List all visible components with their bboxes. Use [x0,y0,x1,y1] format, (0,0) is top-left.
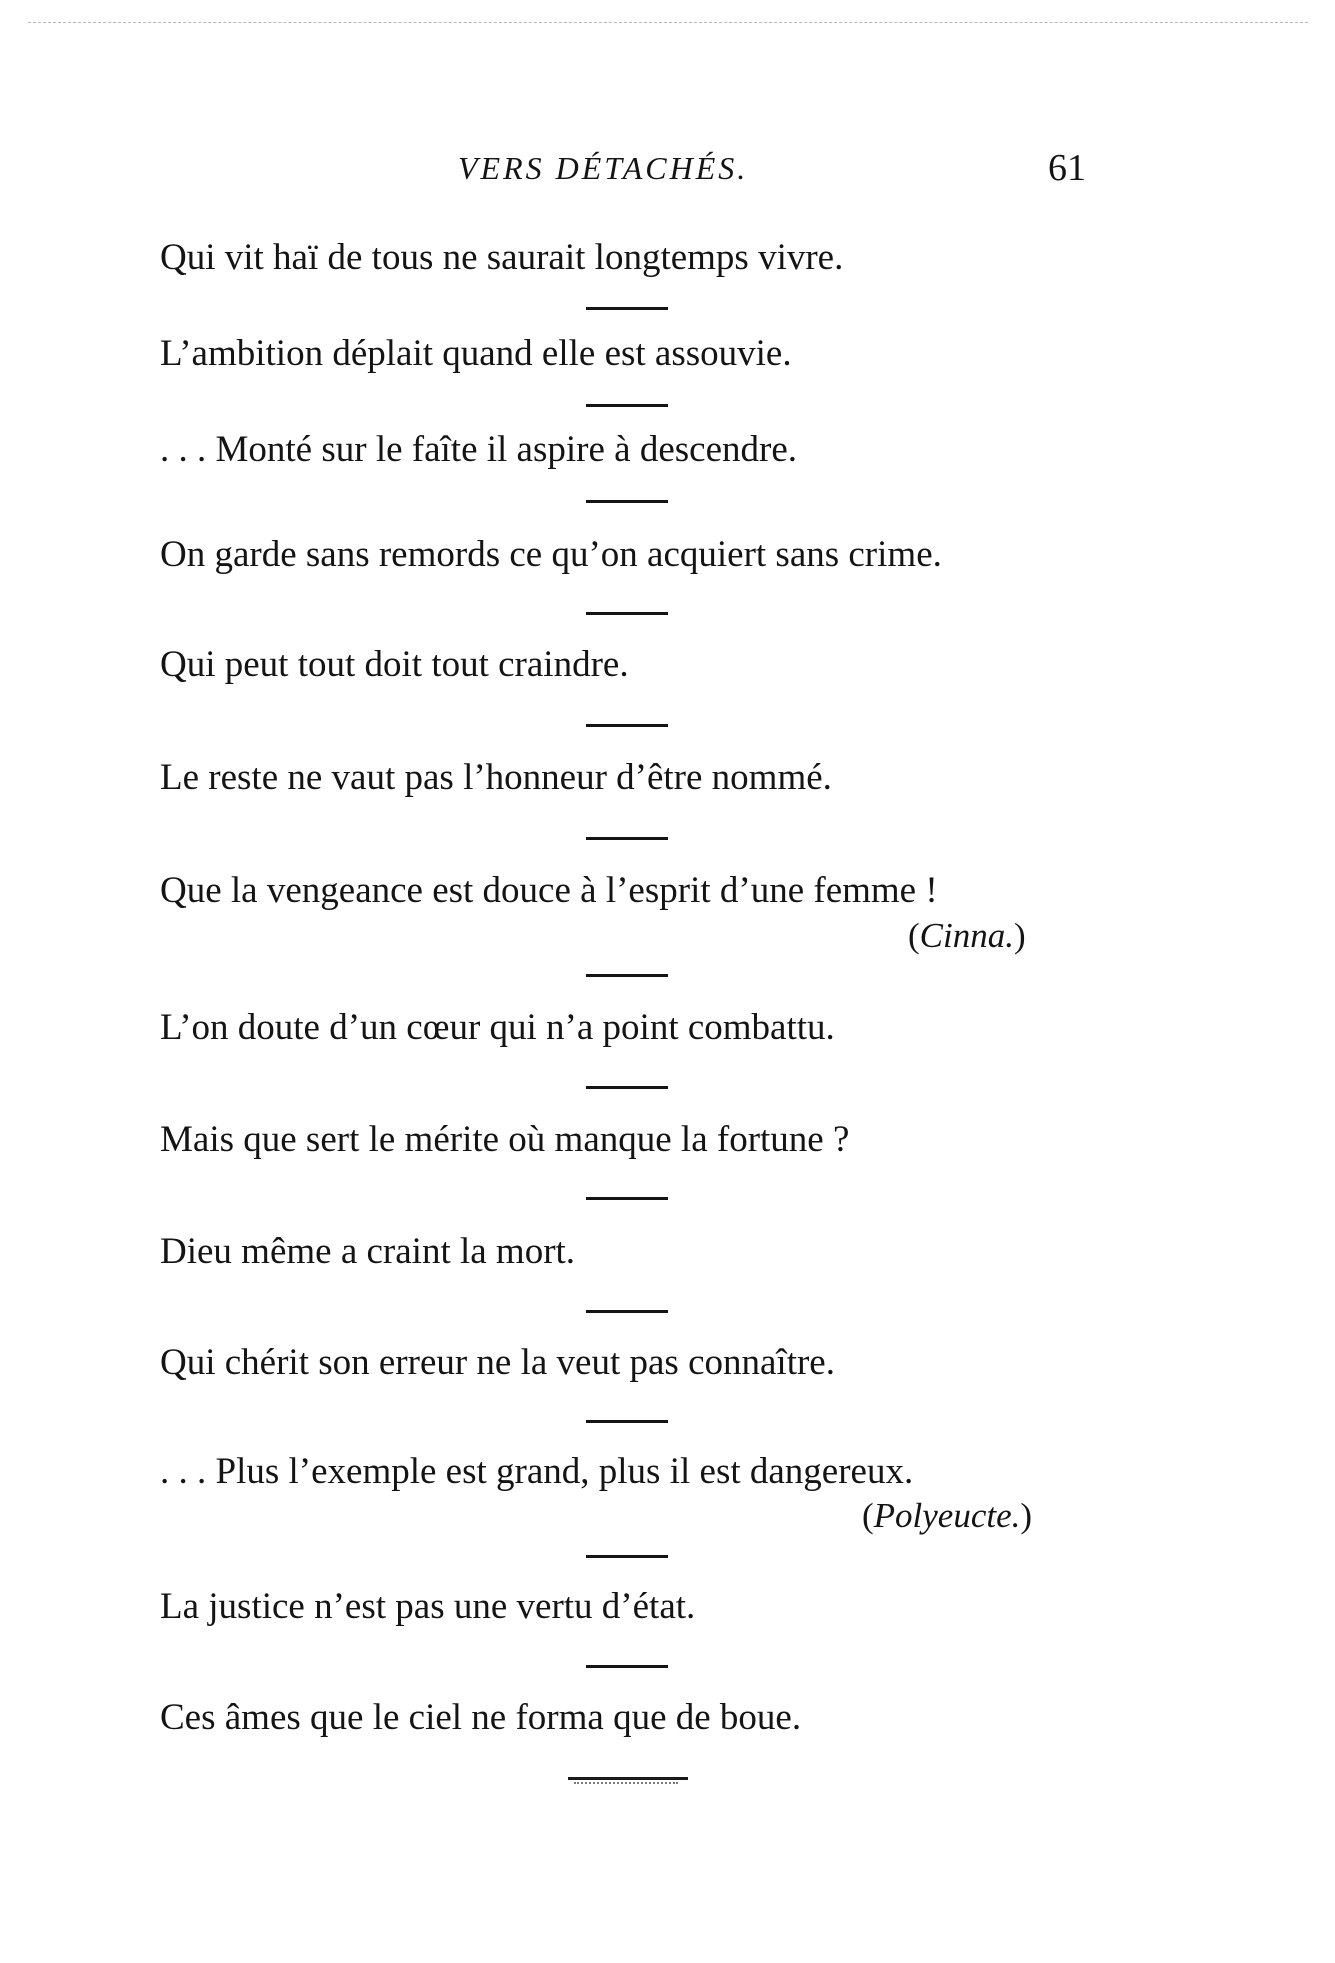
verse-line: L’on doute d’un cœur qui n’a point combattu. [160,1007,835,1048]
running-head [0,147,1335,198]
separator-rule [586,307,668,310]
verse-line: La justice n’est pas une vertu d’état. [160,1586,696,1627]
end-rule-bar [568,1777,688,1780]
verse-line: L’ambition déplait quand elle est assouvie. [160,333,792,374]
separator-rule [586,724,668,727]
separator-rule [586,1665,668,1668]
verse-line: Qui vit haï de tous ne saurait longtemps vivre. [160,237,844,278]
source-attribution: (Polyeucte.) [862,1496,1033,1535]
separator-rule [586,1086,668,1089]
source-title: Polyeucte. [873,1496,1021,1535]
separator-rule [586,974,668,977]
verse-line: Qui peut tout doit tout craindre. [160,644,629,685]
page-number: 61 [1048,147,1086,189]
page-top-edge [28,22,1308,23]
verse-line: Mais que sert le mérite où manque la fortune ? [160,1119,850,1160]
verse-line: . . . Monté sur le faîte il aspire à descendre. [160,429,797,470]
separator-rule [586,1310,668,1313]
verse-line: Ces âmes que le ciel ne forma que de boue. [160,1697,802,1738]
verse-line: Que la vengeance est douce à l’esprit d’une femme ! [160,870,938,911]
separator-rule [586,404,668,407]
running-title: VERS DÉTACHÉS. [458,150,749,186]
verse-line: Qui chérit son erreur ne la veut pas connaître. [160,1342,835,1383]
separator-rule [586,612,668,615]
separator-rule [586,837,668,840]
end-rule-smudge [574,1782,678,1784]
separator-rule [586,1555,668,1558]
verse-line: Dieu même a craint la mort. [160,1231,576,1272]
source-title: Cinna. [919,916,1014,955]
separator-rule [586,1420,668,1423]
separator-rule [586,500,668,503]
verse-line: Le reste ne vaut pas l’honneur d’être nommé. [160,757,832,798]
source-attribution: (Cinna.) [908,916,1026,955]
verse-line: On garde sans remords ce qu’on acquiert sans crime. [160,534,942,575]
end-ornament-rule [568,1777,688,1783]
verse-line: . . . Plus l’exemple est grand, plus il est dangereux. [160,1451,914,1492]
separator-rule [586,1197,668,1200]
